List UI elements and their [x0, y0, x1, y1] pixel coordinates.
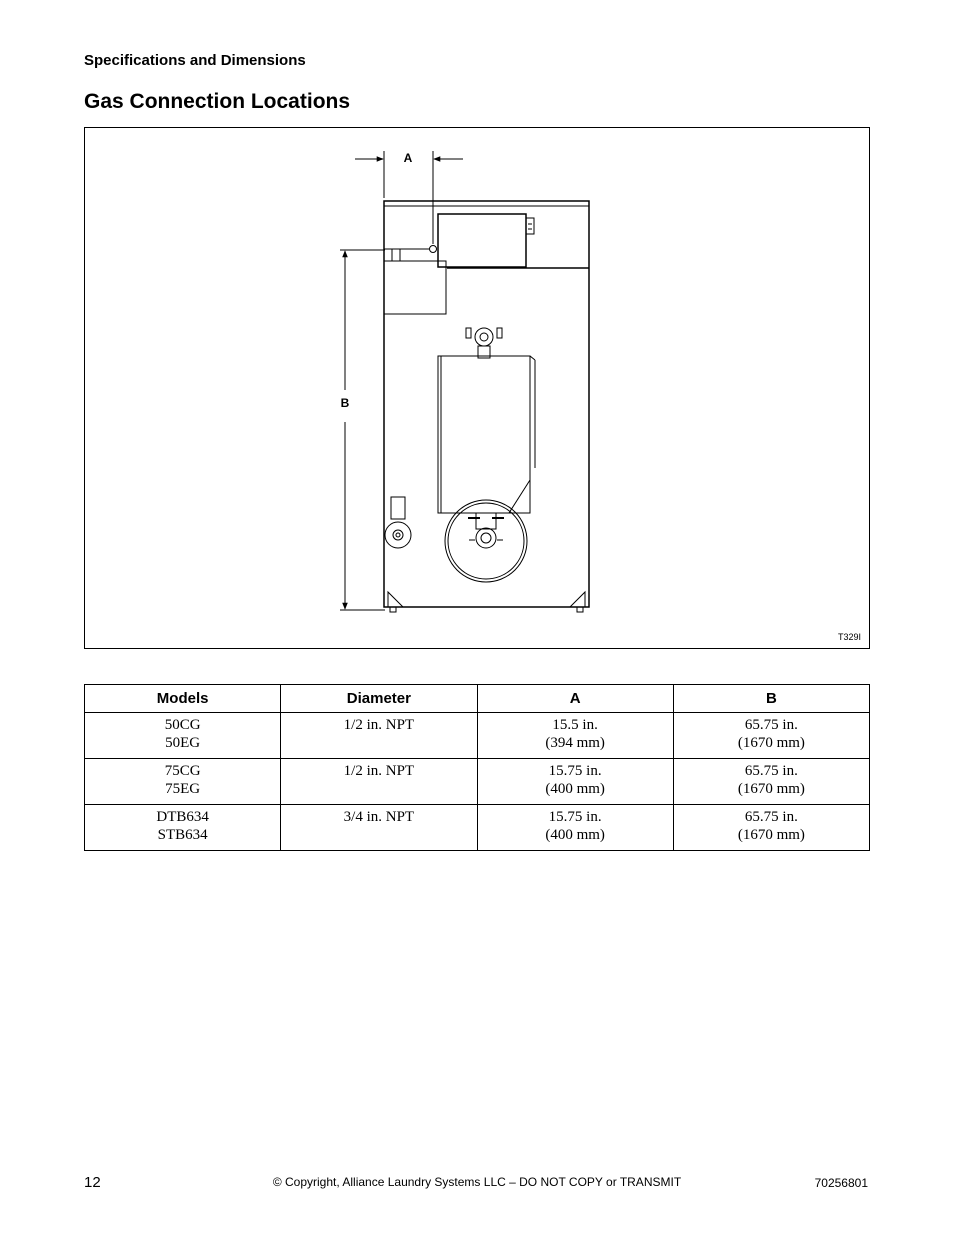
header-models: Models [85, 685, 281, 713]
machine-body [384, 201, 589, 612]
cell-diameter: 3/4 in. NPT [281, 805, 477, 851]
header-b: B [673, 685, 869, 713]
dimension-a [355, 151, 463, 244]
document-number: 70256801 [814, 1176, 868, 1190]
table-row [85, 805, 870, 851]
cell-diameter: 1/2 in. NPT [281, 713, 477, 759]
cell-a: 15.75 in. (400 mm) [477, 805, 673, 851]
figure-id: T329I [837, 632, 861, 642]
cell-a: 15.75 in. (400 mm) [477, 759, 673, 805]
cell-models: 50CG 50EG [85, 713, 281, 759]
dimension-b [340, 250, 385, 610]
cell-diameter: 1/2 in. NPT [281, 759, 477, 805]
gas-connection-figure [84, 127, 870, 649]
page-title: Gas Connection Locations [84, 90, 351, 113]
page-number: 12 [84, 1174, 101, 1191]
table-header-row [85, 685, 870, 713]
label-a: A [403, 151, 413, 165]
copyright-notice: © Copyright, Alliance Laundry Systems LLC – DO NOT COPY or TRANSMIT [272, 1175, 682, 1189]
gas-connection-table [84, 684, 870, 851]
table-row [85, 713, 870, 759]
section-header: Specifications and Dimensions [84, 52, 306, 69]
cell-models: DTB634 STB634 [85, 805, 281, 851]
label-b: B [340, 396, 350, 410]
cell-b: 65.75 in. (1670 mm) [673, 805, 869, 851]
machine-diagram [85, 128, 869, 648]
header-a: A [477, 685, 673, 713]
cell-b: 65.75 in. (1670 mm) [673, 713, 869, 759]
gas-connection-point [430, 246, 437, 253]
cell-b: 65.75 in. (1670 mm) [673, 759, 869, 805]
cell-models: 75CG 75EG [85, 759, 281, 805]
cell-a: 15.5 in. (394 mm) [477, 713, 673, 759]
header-diameter: Diameter [281, 685, 477, 713]
table-row [85, 759, 870, 805]
